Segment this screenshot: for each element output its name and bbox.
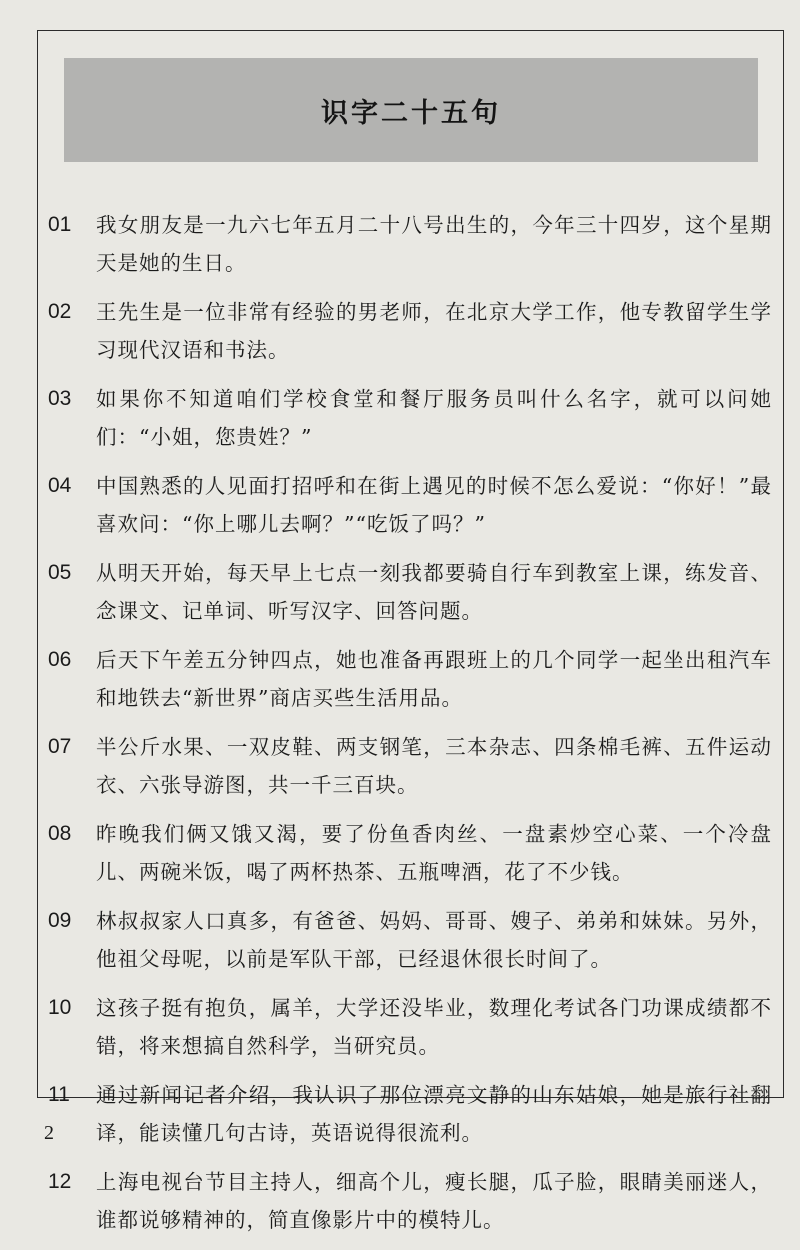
- list-item: [48, 815, 780, 891]
- sentence-text: 通过新闻记者介绍，我认识了那位漂亮文静的山东姑娘，她是旅行社翻译，能读懂几句古诗，英语说得很流利。: [96, 1083, 772, 1145]
- sentence-text: 中国熟悉的人见面打招呼和在街上遇见的时候不怎么爱说：“你好！”最喜欢问：“你上哪儿去啊？”“吃饭了吗？”: [96, 474, 772, 536]
- list-item: [48, 554, 780, 630]
- title-banner: [64, 58, 758, 162]
- list-item: [48, 467, 780, 543]
- list-item: [48, 989, 780, 1065]
- list-item: [48, 902, 780, 978]
- sentence-text: 后天下午差五分钟四点，她也准备再跟班上的几个同学一起坐出租汽车和地铁去“新世界”商店买些生活用品。: [96, 648, 772, 710]
- sentence-text: 昨晚我们俩又饿又渴，要了份鱼香肉丝、一盘素炒空心菜、一个冷盘儿、两碗米饭，喝了两杯热茶、五瓶啤酒，花了不少钱。: [96, 822, 772, 884]
- sentence-number: 09: [48, 909, 72, 932]
- sentence-number: 01: [48, 213, 72, 236]
- list-item: [48, 728, 780, 804]
- sentence-list: [48, 206, 780, 1250]
- sentence-text: 上海电视台节目主持人，细高个儿，瘦长腿，瓜子脸，眼睛美丽迷人，谁都说够精神的，简直像影片中的模特儿。: [96, 1170, 772, 1232]
- sentence-number: 06: [48, 648, 72, 671]
- sentence-number: 07: [48, 735, 72, 758]
- list-item: [48, 380, 780, 456]
- list-item: [48, 1076, 780, 1152]
- sentence-text: 林叔叔家人口真多，有爸爸、妈妈、哥哥、嫂子、弟弟和妹妹。另外，他祖父母呢，以前是军队干部，已经退休很长时间了。: [96, 909, 772, 971]
- page-number: 2: [44, 1122, 54, 1144]
- sentence-text: 王先生是一位非常有经验的男老师，在北京大学工作，他专教留学生学习现代汉语和书法。: [96, 300, 772, 362]
- list-item: [48, 206, 780, 282]
- sentence-text: 半公斤水果、一双皮鞋、两支钢笔，三本杂志、四条棉毛裤、五件运动衣、六张导游图，共一千三百块。: [96, 735, 772, 797]
- sentence-number: 04: [48, 474, 72, 497]
- sentence-number: 05: [48, 561, 72, 584]
- sentence-text: 从明天开始，每天早上七点一刻我都要骑自行车到教室上课，练发音、念课文、记单词、听写汉字、回答问题。: [96, 561, 772, 623]
- sentence-text: 我女朋友是一九六七年五月二十八号出生的，今年三十四岁，这个星期天是她的生日。: [96, 213, 772, 275]
- sentence-number: 02: [48, 300, 72, 323]
- sentence-text: 如果你不知道咱们学校食堂和餐厅服务员叫什么名字，就可以问她们：“小姐，您贵姓？”: [96, 387, 772, 449]
- list-item: [48, 293, 780, 369]
- list-item: [48, 1163, 780, 1239]
- sentence-number: 08: [48, 822, 72, 845]
- sentence-number: 10: [48, 996, 72, 1019]
- sentence-number: 03: [48, 387, 72, 410]
- list-item: [48, 641, 780, 717]
- sentence-text: 这孩子挺有抱负，属羊，大学还没毕业，数理化考试各门功课成绩都不错，将来想搞自然科学，当研究员。: [96, 996, 772, 1058]
- page-title: 识字二十五句: [321, 97, 501, 129]
- sentence-number: 11: [48, 1083, 70, 1106]
- sentence-number: 12: [48, 1170, 72, 1193]
